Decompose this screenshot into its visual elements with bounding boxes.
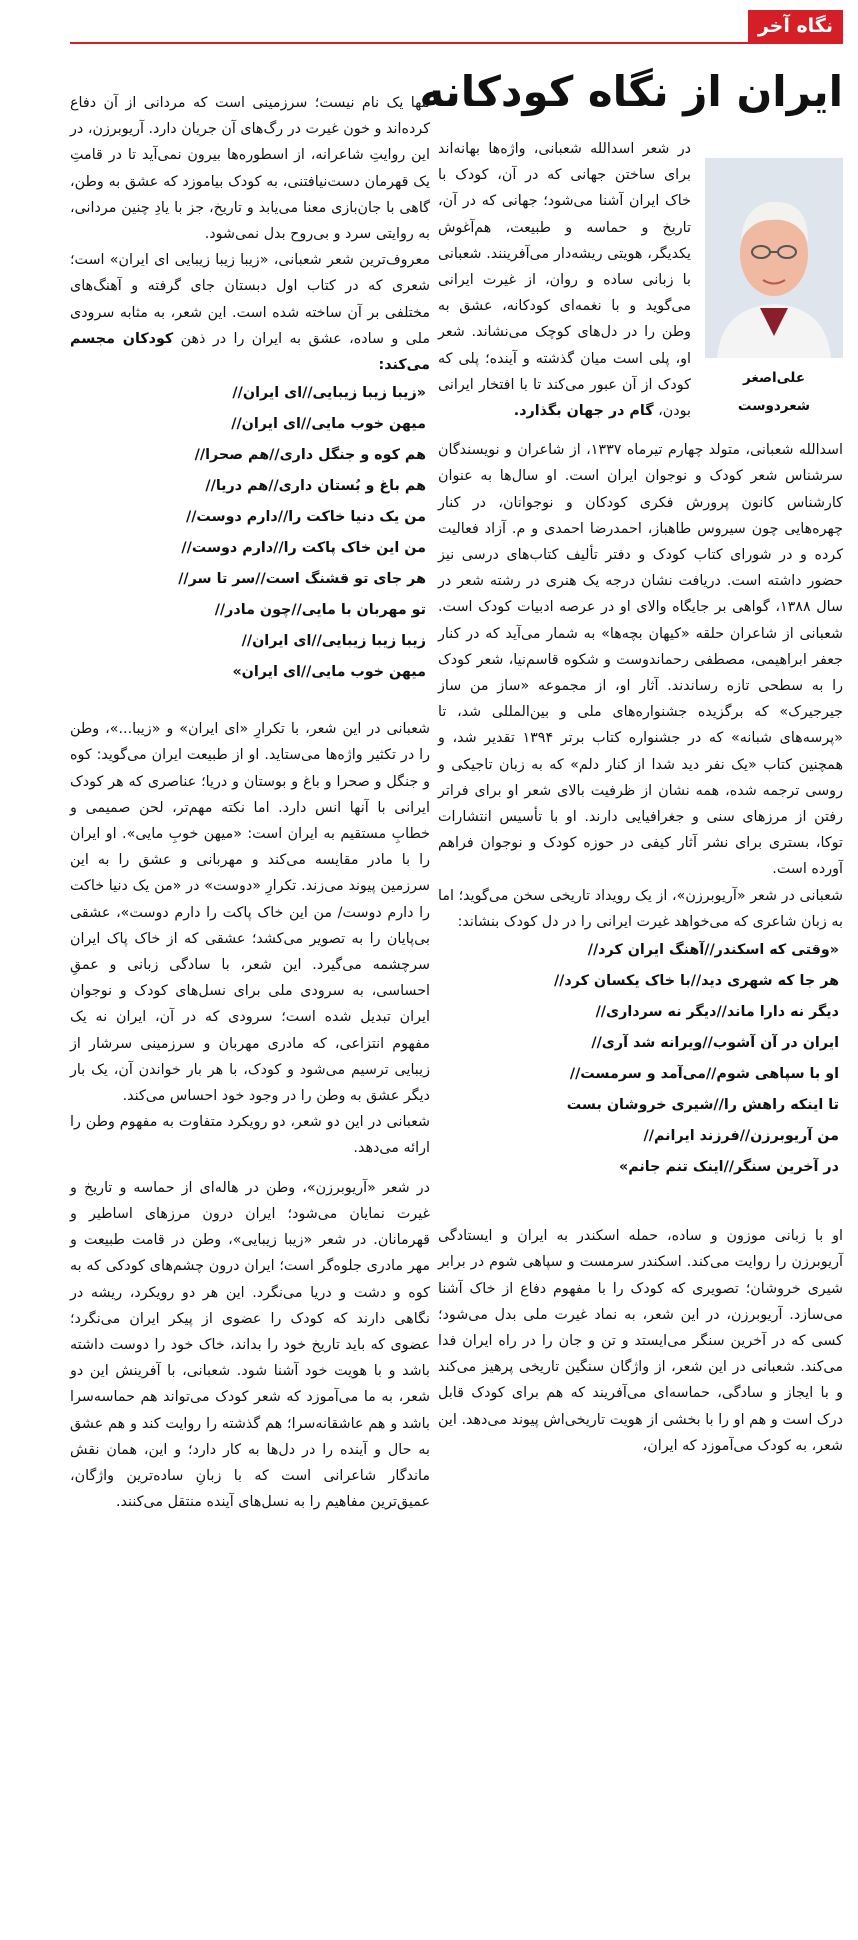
poem-line: «زیبا زیبا زیبایی//ای ایران// <box>232 385 426 402</box>
poem-line: او با سپاهی شوم//می‌آمد و سرمست// <box>569 1066 839 1083</box>
paragraph: شعبانی در این دو شعر، دو رویکرد متفاوت به مفهوم وطن را ارائه می‌دهد. <box>70 1114 430 1157</box>
poem-line: من آریوبرزن//فرزند ایرانم// <box>643 1128 839 1145</box>
section-rubric: نگاه آخر <box>748 10 843 42</box>
author-name: علی‌اصغر شعردوست <box>737 370 811 414</box>
paragraph: تنها یک نام نیست؛ سرزمینی است که مردانی از آن دفاع کرده‌اند و خون غیرت در رگ‌های آن جریان دارد. آریوبرزن، در این روایتِ شاعرانه، از اسطوره‌ها بیرون نمی‌آید تا در قامتِ یک قهرمان دست‌نیافتنی، به کودک بیاموزد که عشق به وطن، گاهی با جان‌بازی معنا می‌یابد و تاریخ، جز با یادِ چنین مردانی، به روایتی سرد و بی‌روح بدل نمی‌شود. <box>70 95 430 243</box>
poem-line: هم باغ و بُستان داری//هم دریا// <box>205 478 426 495</box>
poem-line: در آخرین سنگر//اینک تنم جانم» <box>618 1159 839 1176</box>
paragraph: اسدالله شعبانی، متولد چهارم تیرماه ۱۳۳۷، از شاعران و نویسندگان سرشناس شعر کودک و نوجوان ایران است. او سال‌ها به عنوان کارشناس کانون پرورش فکری کودکان و نوجوانان، در کنار چهره‌هایی چون سیروس طاهباز، احمدرضا احمدی و م. آزاد فعالیت کرده و در شورای کتاب کودک و دفتر تألیف کتاب‌های درسی نیز حضور داشته است. دریافت نشان درجه یک هنری در رشته شعر در سال ۱۳۸۸، گواهی بر جایگاه والای او در عرصه ادبیات کودک است. شعبانی از شاعران حلقه «کیهان بچه‌ها» به شمار می‌آید که در کنار جعفر ابراهیمی، مصطفی رحماندوست و شکوه قاسم‌نیا، شعر کودک را به سطحی تازه رساندند. آثار او، از مجموعه «ساز من ساز جیرجیرک» که برگزیده جشنواره‌های ملی و بین‌المللی شد، تا «پرسه‌های شبانه» که در جشنواره کتاب برتر ۱۳۹۴ تقدیر شد، و همچنین کتاب «یک نفر دید شدا از کنار دلم» که به زبان تاجیکی و روسی ترجمه شده، همه نشان از ظرفیت بالای شعر او برای فراتر رفتن از مرزهای سنی و جغرافیایی دارند. او با تأسیس انتشارات توکا، بستری برای نشر آثار کیفی در حوزه کودک و نوجوان فراهم آورده است. <box>438 442 844 878</box>
article-column-left <box>70 90 430 1515</box>
poem-line: زیبا زیبا زیبایی//ای ایران// <box>241 633 426 650</box>
article-headline: ایران از نگاه کودکانه <box>419 67 843 116</box>
poem-line: تو مهربان با مایی//چون مادر// <box>214 602 426 619</box>
poem-line: میهن خوب مایی//ای ایران» <box>232 664 426 681</box>
paragraph: در شعر اسدالله شعبانی، واژه‌ها بهانه‌اند برای ساختن جهانی که در آن، کودک با خاک ایران آشنا می‌شود؛ جهانی که در آن، تاریخ و حماسه و طبیعت، هم‌آغوش یکدیگر، هویتی ریشه‌دار می‌آفرینند. شعبانی با زبانی ساده و روان، از غیرت ایرانی می‌گوید و با نغمه‌ای کودکانه، عشق به وطن را در دل‌های کوچک می‌نشاند. شعر او، پلی است میان گذشته و آینده؛ پلی که کودک از آن عبور می‌کند تا با افتخار ایرانی بودن، گام در جهان بگذارد. <box>438 141 691 420</box>
section-header-bar <box>70 10 843 44</box>
article-column-right <box>438 136 843 1459</box>
poem-line: «وقتی که اسکندر//آهنگ ایران کرد// <box>587 942 839 959</box>
paragraph: او با زبانی موزون و ساده، حمله اسکندر به ایران و ایستادگی آریوبرزن را روایت می‌کند. اسکندر سرمست و سپاهی شوم در برابر شیری خروشان؛ تصویری که کودک را با مفهوم دفاع از خاک آشنا می‌سازد. آریوبرزن، در این شعر، به نماد غیرت ملی بدل می‌شود؛ کسی که در آخرین سنگر می‌ایستد و تن و جان را در راه ایران فدا می‌کند. شعبانی در این شعر، از واژگان سنگین تاریخی پرهیز می‌کند و با ایجاز و سادگی، حماسه‌ای می‌آفریند که هم برای کودک قابل درک است و هم او را با بخشی از هویت تاریخی‌اش پیوند می‌دهد. این شعر، به کودک می‌آموزد که ایران، <box>438 1228 843 1454</box>
poem-line: هر جا که شهری دید//با خاک یکسان کرد// <box>553 973 839 990</box>
paragraph: معروف‌ترین شعر شعبانی، «زیبا زیبا زیبایی ای ایران» است؛ شعری که در کتاب اول دبستان جای گرفته و آهنگ‌های مختلفی بر آن ساخته شده است. این شعر، به مثابه سرودی ملی و ساده، عشق به ایران را در ذهن کودکان مجسم می‌کند: <box>70 252 430 374</box>
poem-line: تا اینکه راهش را//شیری خروشان بست <box>566 1097 839 1114</box>
poem-line: میهن خوب مایی//ای ایران// <box>231 416 426 433</box>
poem-line: دیگر نه دارا ماند//دیگر نه سرداری// <box>595 1004 839 1021</box>
poem-line: هم کوه و جنگل داری//هم صحرا// <box>194 447 426 464</box>
poem-line: من یک دنیا خاکت را//دارم دوست// <box>185 509 426 526</box>
poem-line: من این خاک پاکت را//دارم دوست// <box>181 540 426 557</box>
poem-line: هر جای تو قشنگ است//سر تا سر// <box>178 571 426 588</box>
poem-ziba <box>70 378 430 688</box>
author-box <box>705 136 843 414</box>
poem-line: ایران در آن آشوب//ویرانه شد آری// <box>591 1035 839 1052</box>
paragraph: در شعر «آریوبرزن»، وطن در هاله‌ای از حماسه و تاریخ و غیرت نمایان می‌شود؛ ایران درون مرزهای اساطیر و قهرمانان. در شعر «زیبا زیبایی»، وطن در قامت طبیعت و مهر مادری جلوه‌گر است؛ ایران درون چشم‌های کودکی که به کوه و دشت و دریا می‌نگرد. این هر دو رویکرد، ریشه در نگاهی دارند که کودک را عضوی از پیکر ایران می‌نگرد؛ عضوی که باید تاریخ خود را بداند، خاک خود را دوست داشته باشد و با هویت خود آشنا شود. شعبانی، با آفرینش این دو شعر، به ما می‌آموزد که شعر کودک می‌تواند هم حماسه‌سرا باشد و هم عاشقانه‌سرا؛ هم گذشته را روایت کند و هم عشق به حال و آینده را در دل‌ها به کار دارد؛ و این، همان نقش ماندگار شاعرانی است که با زبانِ ساده‌ترین واژگان، عمیق‌ترین مفاهیم را به نسل‌های آینده منتقل می‌کنند. <box>70 1179 430 1511</box>
author-photo <box>705 158 843 358</box>
poem-aryobarzan <box>438 935 843 1183</box>
paragraph: شعبانی در شعر «آریوبرزن»، از یک رویداد تاریخی سخن می‌گوید؛ اما به زبان شاعری که می‌خواهد غیرت ایرانی را در دل کودک بنشاند: <box>438 887 843 930</box>
paragraph: شعبانی در این شعر، با تکرارِ «ای ایران» و «زیبا...»، وطن را در تکثیر واژه‌ها می‌ستاید. او از طبیعت ایران می‌گوید: کوه و جنگل و صحرا و باغ و بوستان و دریا؛ عناصری که هر کودک ایرانی با آنها انس دارد. اما نکته مهم‌تر، لحن صمیمی و خطابِ مستقیم به ایران است: «میهن خوبِ مایی». او ایران را با مادر مقایسه می‌کند و مهربانی و عشق را به این سرزمین پیوند می‌زند. تکرارِ «دوست» در «من یک دنیا خاکت را دارم دوست/ من این خاک پاکت را دارم دوست»، عشقی بی‌پایان را به تصویر می‌کشد؛ عشقی که از خاک پاک ایران سرچشمه می‌گیرد. این شعر، با سادگی زبانی و عمقِ احساسی، به سرودی ملی برای نسل‌های کودک و نوجوان ایران تبدیل شده است؛ سرودی که در آن، ایران نه یک مفهوم انتزاعی، که مادری مهربان و سرزمینی سرشار از زیبایی ترسیم می‌شود و کودک، با هر بار خواندن آن، یک بار دیگر عشق به وطن را در وجود خود احساس می‌کند. <box>70 721 430 1105</box>
